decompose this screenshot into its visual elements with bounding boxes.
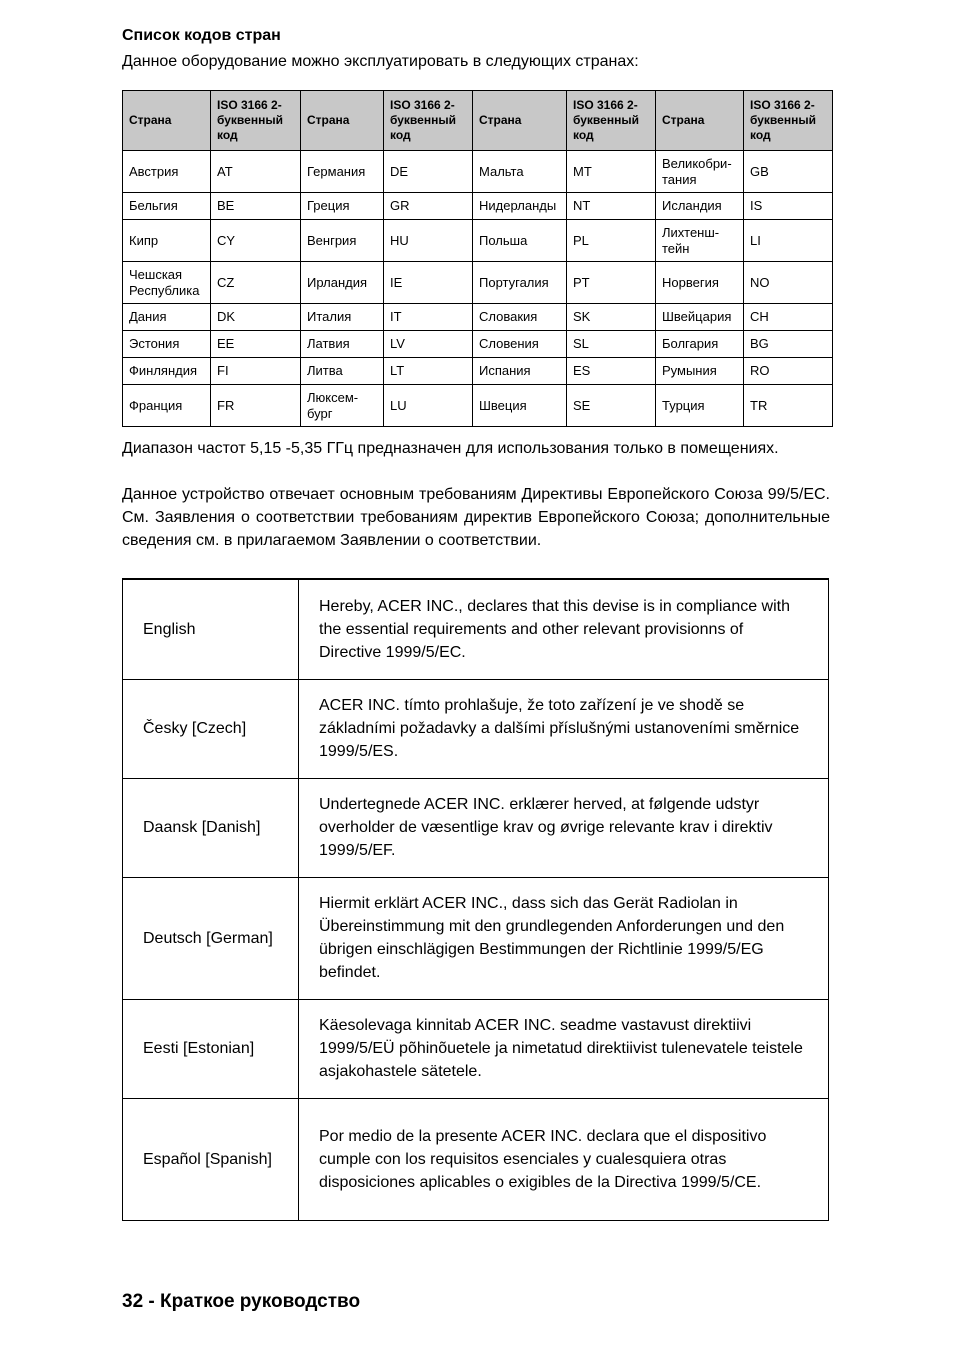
code-cell: NT [567, 193, 656, 220]
declaration-text: Undertegnede ACER INC. erklærer herved, at følgende udstyr overholder de væsentlige krav og øvrige relevante krav i direktiv 1999/5/EF. [299, 778, 829, 877]
declaration-language: Eesti [Estonian] [123, 999, 299, 1098]
code-cell: IE [384, 262, 473, 304]
intro-text: Данное оборудование можно эксплуатировать в следующих странах: [122, 53, 639, 70]
declaration-language: Daansk [Danish] [123, 778, 299, 877]
country-cell: Финляндия [123, 358, 211, 385]
country-cell: Бельгия [123, 193, 211, 220]
code-cell: ES [567, 358, 656, 385]
declaration-row [123, 679, 829, 778]
country-cell: Словения [473, 331, 567, 358]
declarations-table [122, 578, 829, 1221]
table-row [123, 151, 833, 193]
table-row [123, 331, 833, 358]
declaration-row [123, 1098, 829, 1220]
frequency-note: Диапазон частот 5,15 -5,35 ГГц предназначен для использования только в помещениях. [122, 440, 779, 457]
country-cell: Лихтенш-тейн [656, 220, 744, 262]
code-cell: SL [567, 331, 656, 358]
code-cell: SE [567, 385, 656, 427]
header-iso-code: ISO 3166 2-буквенный код [744, 91, 833, 151]
country-cell: Словакия [473, 304, 567, 331]
country-cell: Испания [473, 358, 567, 385]
code-cell: SK [567, 304, 656, 331]
country-table-header-row [123, 91, 833, 151]
country-cell: Турция [656, 385, 744, 427]
declaration-text: Por medio de la presente ACER INC. declara que el dispositivo cumple con los requisitos esenciales y cualesquiera otras disposiciones aplicables o exigibles de la Directiva 1999/5/CE. [299, 1098, 829, 1220]
country-cell: Великобри-тания [656, 151, 744, 193]
code-cell: DE [384, 151, 473, 193]
table-row [123, 385, 833, 427]
code-cell: LI [744, 220, 833, 262]
country-cell: Греция [301, 193, 384, 220]
code-cell: IS [744, 193, 833, 220]
code-cell: MT [567, 151, 656, 193]
code-cell: IT [384, 304, 473, 331]
page-footer: 32 - Краткое руководство [122, 1291, 361, 1312]
header-iso-code: ISO 3166 2-буквенный код [567, 91, 656, 151]
country-codes-table [122, 90, 833, 427]
country-cell: Румыния [656, 358, 744, 385]
country-cell: Исландия [656, 193, 744, 220]
code-cell: CZ [211, 262, 301, 304]
declaration-language: Deutsch [German] [123, 877, 299, 999]
declaration-row [123, 877, 829, 999]
declaration-text: ACER INC. tímto prohlašuje, že toto zařízení je ve shodě se základními požadavky a dalšími příslušnými ustanoveními směrnice 1999/5/ES. [299, 679, 829, 778]
country-cell: Ирландия [301, 262, 384, 304]
code-cell: FI [211, 358, 301, 385]
table-row [123, 262, 833, 304]
country-cell: Кипр [123, 220, 211, 262]
declaration-text: Käesolevaga kinnitab ACER INC. seadme vastavust direktiivi 1999/5/EÜ põhinõuetele ja nimetatud direktiivist tulenevatele teistele asjakohastele sätetele. [299, 999, 829, 1098]
country-cell: Латвия [301, 331, 384, 358]
header-country: Страна [656, 91, 744, 151]
country-cell: Болгария [656, 331, 744, 358]
country-cell: Польша [473, 220, 567, 262]
declaration-language: Español [Spanish] [123, 1098, 299, 1220]
country-cell: Мальта [473, 151, 567, 193]
code-cell: RO [744, 358, 833, 385]
code-cell: BG [744, 331, 833, 358]
country-cell: Люксем-бург [301, 385, 384, 427]
code-cell: DK [211, 304, 301, 331]
country-cell: Эстония [123, 331, 211, 358]
code-cell: GB [744, 151, 833, 193]
declaration-text: Hiermit erklärt ACER INC., dass sich das Gerät Radiolan in Übereinstimmung mit den grundlegenden Anforderungen und den übrigen einschlägigen Bestimmungen der Richtlinie 1999/5/EG befindet. [299, 877, 829, 999]
section-heading: Список кодов стран [122, 27, 281, 44]
declaration-row [123, 778, 829, 877]
declaration-text: Hereby, ACER INC., declares that this devise is in compliance with the essential requirements and other relevant provisionns of Directive 1999/5/EC. [299, 579, 829, 679]
table-row [123, 358, 833, 385]
country-cell: Нидерланды [473, 193, 567, 220]
code-cell: FR [211, 385, 301, 427]
header-country: Страна [301, 91, 384, 151]
header-iso-code: ISO 3166 2-буквенный код [211, 91, 301, 151]
country-cell: Франция [123, 385, 211, 427]
code-cell: LT [384, 358, 473, 385]
code-cell: CY [211, 220, 301, 262]
declaration-row [123, 579, 829, 679]
country-cell: Португалия [473, 262, 567, 304]
country-cell: Швейцария [656, 304, 744, 331]
code-cell: LU [384, 385, 473, 427]
country-cell: Норвегия [656, 262, 744, 304]
country-cell: Венгрия [301, 220, 384, 262]
declaration-language: English [123, 579, 299, 679]
declaration-language: Česky [Czech] [123, 679, 299, 778]
header-country: Страна [123, 91, 211, 151]
country-cell: Швеция [473, 385, 567, 427]
country-cell: Австрия [123, 151, 211, 193]
code-cell: BE [211, 193, 301, 220]
code-cell: PL [567, 220, 656, 262]
table-row [123, 220, 833, 262]
table-row [123, 304, 833, 331]
country-cell: Чешская Республика [123, 262, 211, 304]
code-cell: NO [744, 262, 833, 304]
country-cell: Дания [123, 304, 211, 331]
country-cell: Литва [301, 358, 384, 385]
code-cell: AT [211, 151, 301, 193]
code-cell: CH [744, 304, 833, 331]
code-cell: GR [384, 193, 473, 220]
header-iso-code: ISO 3166 2-буквенный код [384, 91, 473, 151]
code-cell: TR [744, 385, 833, 427]
code-cell: PT [567, 262, 656, 304]
code-cell: EE [211, 331, 301, 358]
code-cell: LV [384, 331, 473, 358]
country-cell: Италия [301, 304, 384, 331]
declaration-row [123, 999, 829, 1098]
compliance-note: Данное устройство отвечает основным требованиям Директивы Европейского Союза 99/5/EC. См. Заявления о соответствии требованиям директив Европейского Союза; дополнительные сведения см. в прилагаемом Заявлении о соответствии. [122, 486, 830, 549]
table-row [123, 193, 833, 220]
country-cell: Германия [301, 151, 384, 193]
header-country: Страна [473, 91, 567, 151]
code-cell: HU [384, 220, 473, 262]
